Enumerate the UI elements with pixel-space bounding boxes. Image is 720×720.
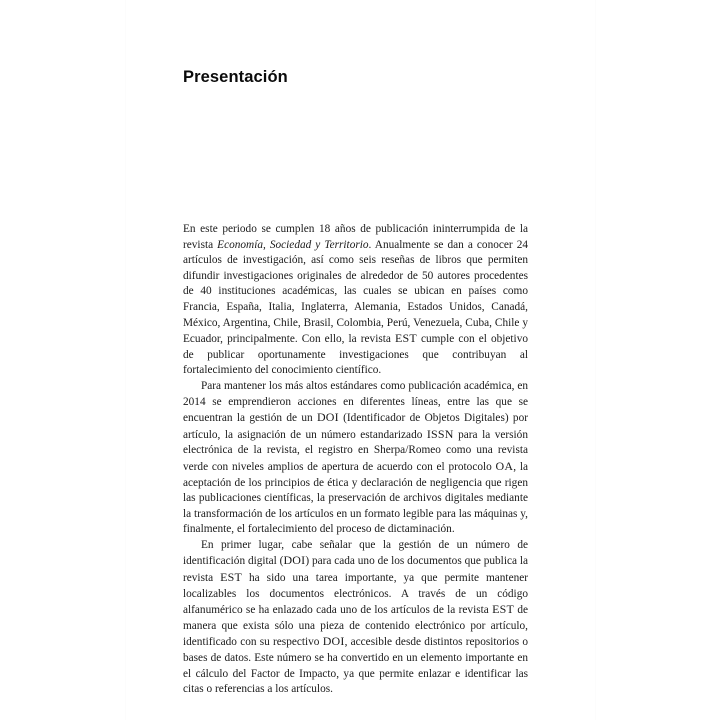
- acronym-doi-1: DOI: [283, 553, 306, 568]
- paragraph-2: [183, 379, 528, 538]
- acronym-issn: ISSN: [426, 426, 454, 441]
- paragraph-2-text-part-4: , la aceptación de los principios de ética y declaración de negligencia que rigen las publicaciones científicas, la preservación de archivos digitales mediante la transformación de los artículos en un formato legible para las máquinas y, finalmente, el fortalecimiento del proceso de dictaminación.: [183, 460, 528, 536]
- paragraph-1: [183, 222, 528, 379]
- paragraph-3-text-part-3: ha sido una tarea importante, ya que permite mantener localizables los documentos electrónicos. A través de un código alfanumérico se ha enlazado cada uno de los artículos de la revista: [183, 572, 529, 617]
- acronym-est-1: EST: [220, 570, 243, 585]
- paragraph-2-text-part-1: Para mantener los más altos estándares como publicación académica, en 2014 se emprendieron acciones en diferentes líneas, entre las que se encuentran la gestión de un: [183, 379, 528, 425]
- paragraph-1-text-part-1: En este periodo se cumplen 18 años de publicación ininterrumpida de la revista: [183, 223, 528, 251]
- paragraph-3: [183, 538, 528, 698]
- paragraph-1-text-part-3: cumple con el objetivo de publicar oportunamente investigaciones que contribuyan al fortalecimiento del conocimiento científico.: [183, 333, 528, 377]
- paragraph-3-text-part-2: ) para cada uno de los documentos que publica la revista: [183, 555, 528, 585]
- paragraph-3-text-part-5: , accesible desde distintos repositorios o bases de datos. Este número se ha convertido en un elemento importante en el cálculo del Factor de Impacto, ya que permite enlazar e identificar las citas o referencias a los artículos.: [183, 636, 529, 696]
- page-title: Presentación: [183, 68, 288, 87]
- paragraph-1-text-part-2: . Anualmente se dan a conocer 24 artículos de investigación, así como seis reseñas de libros que permiten difundir investigaciones originales de alrededor de 50 autores procedentes de 40 instituciones académicas, las cuales se ubican en países como Francia, España, Italia, Inglaterra, Alemania, Estados Unidos, Canadá, México, Argentina, Chile, Brasil, Colombia, Perú, Venezuela, Cuba, Chile y Ecuador, principalmente. Con ello, la revista: [183, 238, 529, 346]
- acronym-doi: DOI: [316, 410, 339, 425]
- acronym-doi-2: DOI: [322, 634, 345, 649]
- paragraph-2-text-part-3: para la versión electrónica de la revista, el registro en Sherpa/Romeo como una revista verde con niveles amplios de apertura de acuerdo con el protocolo: [183, 428, 528, 473]
- paragraph-2-text-part-2: (Identificador de Objetos Digitales) por artículo, la asignación de un número estandarizado: [183, 412, 528, 441]
- paragraph-3-text-part-4: de manera que exista sólo una pieza de contenido electrónico por artículo, identificado con su respectivo: [183, 604, 528, 649]
- acronym-est-2: EST: [492, 602, 514, 617]
- acronym-est: EST: [395, 331, 417, 346]
- acronym-oa: OA: [495, 458, 514, 473]
- journal-name: Economía, Sociedad y Territorio: [217, 238, 369, 251]
- paragraph-3-text-part-1: En primer lugar, cabe señalar que la gestión de un número de identificación digital (: [183, 538, 528, 568]
- page-edge-right: [595, 0, 596, 720]
- page-edge-left: [125, 0, 126, 720]
- document-body: [183, 222, 528, 698]
